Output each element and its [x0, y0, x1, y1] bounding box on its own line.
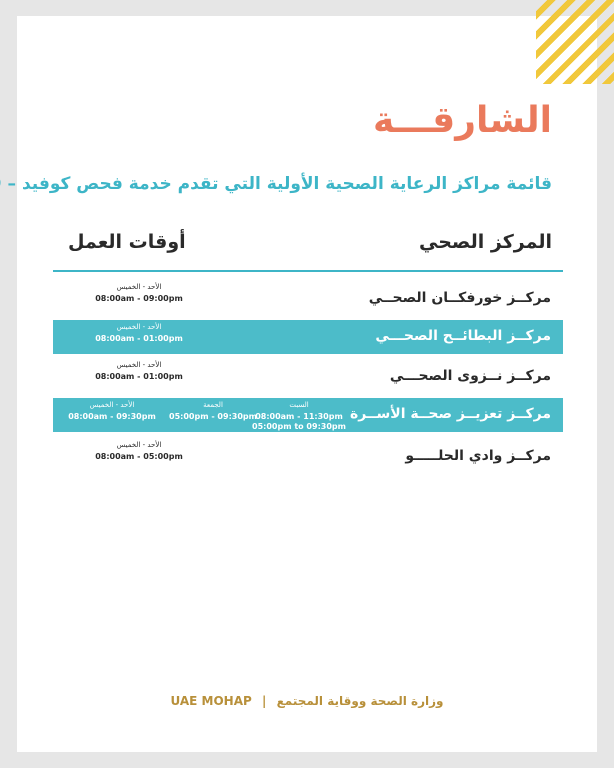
center-name: مركــز تعزيــز صحــة الأســرة — [349, 406, 551, 422]
table-row — [53, 440, 563, 474]
hours-time: 05:00pm - 09:30pm — [169, 412, 257, 421]
hours-days: الأحد - الخميس — [116, 283, 162, 291]
hours-slot — [251, 400, 347, 431]
header-divider — [53, 270, 563, 272]
footer-separator: | — [262, 694, 267, 708]
hours-days: الأحد - الخميس — [116, 441, 162, 449]
center-name: مركــز البطائــح الصحـــي — [375, 328, 551, 344]
hours-time: 08:00am - 01:00pm — [95, 372, 183, 381]
hours-slot — [79, 282, 199, 304]
footer-ministry: وزارة الصحة ووقاية المجتمع — [276, 694, 444, 708]
hours-days: السبت — [289, 401, 309, 409]
footer — [0, 694, 614, 708]
hours-days: الأحد - الخميس — [89, 401, 135, 409]
footer-brand: UAE MOHAP — [170, 694, 252, 708]
center-name: مركــز خورفكــان الصحــي — [368, 290, 551, 306]
hours-slot — [67, 400, 157, 422]
table-row — [53, 320, 563, 354]
decorative-stripes — [536, 0, 614, 84]
hours-time: 08:00am - 11:30pm — [255, 412, 343, 421]
table-row — [53, 398, 563, 432]
hours-slot — [79, 360, 199, 382]
table-row — [53, 282, 563, 316]
page-title: الشارقـــة — [372, 100, 552, 141]
hours-days: الأحد - الخميس — [116, 361, 162, 369]
hours-slot — [167, 400, 259, 422]
hours-time: 08:00am - 09:00pm — [95, 294, 183, 303]
hours-days: الأحد - الخميس — [116, 323, 162, 331]
page-subtitle: قائمة مراكز الرعاية الصحية الأولية التي تقدم خدمة فحص كوفيد – — [7, 174, 552, 194]
hours-time: 08:00am - 09:30pm — [68, 412, 156, 421]
hours-slot — [79, 322, 199, 344]
table-row — [53, 360, 563, 394]
center-name: مركــز نــزوى الصحـــي — [389, 368, 551, 384]
column-header-center: المركز الصحي — [419, 231, 552, 253]
hours-slot — [79, 440, 199, 462]
hours-time: 08:00am - 05:00pm — [95, 452, 183, 461]
column-header-hours: أوقات العمل — [68, 231, 186, 253]
hours-days: الجمعة — [203, 401, 223, 409]
hours-time-secondary: 05:00pm to 09:30pm — [252, 422, 346, 431]
hours-time: 08:00am - 01:00pm — [95, 334, 183, 343]
center-name: مركــز وادي الحلـــــو — [405, 448, 551, 464]
